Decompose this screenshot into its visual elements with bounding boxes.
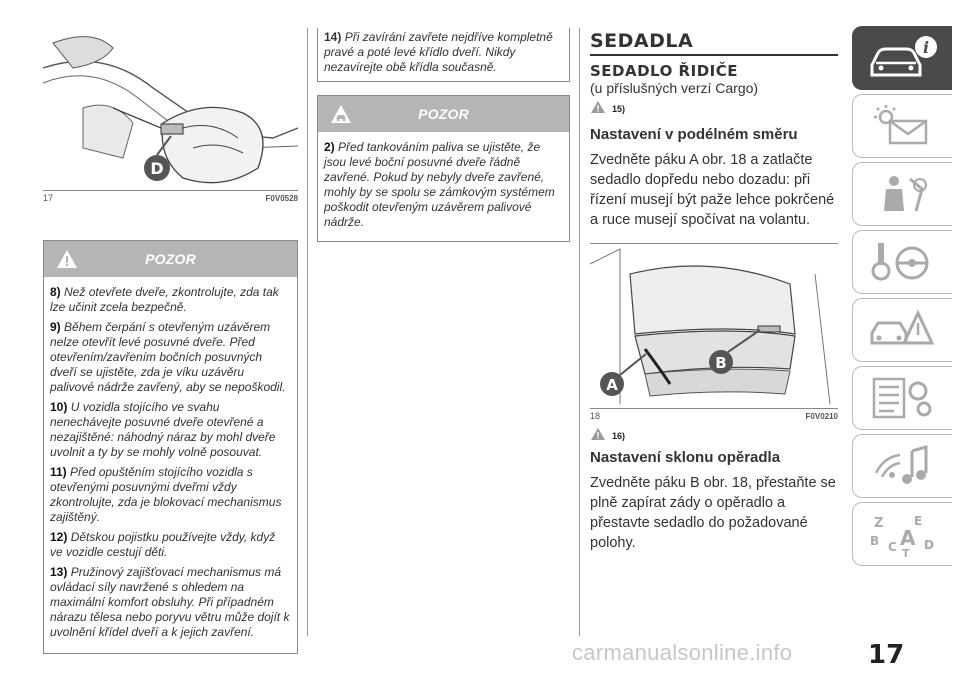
warning-header — [44, 241, 297, 277]
warning-ref-number: 15) — [612, 104, 626, 114]
figure-18-caption — [590, 409, 838, 421]
figure-17 — [43, 28, 298, 191]
warning-item-text: Pružinový zajišťovací mechanismus má ovládací síly navržené s ohledem na maximální komfort obsluhy. Při případném nárazu tělesa nebo poryvu větru může dojít k uvolnění křídel dveří a k jejich zavření. — [50, 565, 290, 639]
warning-ref — [590, 100, 838, 114]
svg-text:B: B — [869, 534, 879, 548]
car-info-icon — [866, 35, 940, 81]
warning-item — [50, 530, 291, 560]
tab-emergency[interactable] — [852, 298, 952, 362]
warning-item-number: 13) — [50, 565, 68, 579]
warning-triangle-icon — [590, 427, 606, 441]
car-warning-icon — [330, 104, 352, 124]
warning-item-text: Než otevřete dveře, zkontrolujte, zda tak lze učinit zcela bezpečně. — [50, 285, 279, 314]
note-item — [318, 28, 569, 81]
warning-body — [44, 277, 297, 653]
warning-item-text: Před opuštěním stojícího vozidla s otevřenými posuvnými dveřmi vždy zkontrolujte, zda je blokovací mechanismus zajištěný. — [50, 465, 282, 524]
variant-note: (u příslušných verzí Cargo) — [590, 80, 759, 96]
tab-multimedia[interactable] — [852, 434, 952, 498]
warning-item-number: 12) — [50, 530, 68, 544]
warning-item — [50, 320, 291, 395]
key-steering-wheel-icon — [866, 239, 940, 285]
seat-lever-illustration — [590, 244, 838, 409]
figure-number: 18 — [590, 411, 601, 421]
section1-title: Nastavení v podélném směru — [590, 126, 798, 143]
warning-lights-envelope-icon — [866, 103, 940, 149]
warning-item-text: U vozidla stojícího ve svahu nenechávejte posuvné dveře otevřené a nezajištěné: náhodný náraz by mohl dveře uvolnit a ty by se mohly volně posouvat. — [50, 400, 276, 459]
svg-text:Z: Z — [873, 516, 883, 531]
warning-title: POZOR — [418, 106, 469, 122]
warning-item — [50, 285, 291, 315]
warning-item-text: Dětskou pojistku používejte vždy, když ve vozidle cestují děti. — [50, 530, 276, 559]
svg-text:A: A — [899, 526, 915, 550]
subsection-heading: SEDADLO ŘIDIČE — [590, 62, 738, 80]
warning-item — [324, 140, 563, 230]
page-number: 17 — [868, 640, 905, 670]
warning-header — [318, 96, 569, 132]
chapter-tabs — [852, 26, 952, 570]
warning-title: POZOR — [145, 251, 196, 267]
door-latch-illustration — [43, 28, 298, 191]
column-right — [590, 28, 838, 553]
callout-b-label: B — [715, 354, 727, 372]
watermark: carmanualsonline.info — [572, 640, 793, 665]
figure-17-caption — [43, 191, 298, 203]
tab-maintenance[interactable] — [852, 366, 952, 430]
warning-item-number: 11) — [50, 465, 67, 479]
column-left — [43, 28, 298, 654]
warning-triangle-icon — [56, 249, 78, 269]
tab-safety[interactable] — [852, 162, 952, 226]
figure-code: F0V0528 — [265, 194, 298, 203]
callout-a-label: A — [606, 376, 618, 394]
warning-item — [50, 565, 291, 640]
tab-index[interactable] — [852, 502, 952, 566]
warning-item-number: 9) — [50, 320, 61, 334]
warning-ref — [590, 427, 838, 441]
music-wifi-icon — [866, 443, 940, 489]
svg-text:i: i — [922, 38, 929, 57]
column-divider — [579, 28, 580, 636]
warning-body — [318, 132, 569, 241]
callout-d-label: D — [150, 159, 164, 178]
warning-item-text: Během čerpání s otevřeným uzávěrem nelze otevřít levé posuvné dveře. Před otevřením/zavřením bočních posuvných dveří se ujistěte, zda je víku uzávěru palivové nádrže zavřený, aby se nepoškodil. — [50, 320, 286, 394]
section-heading: SEDADLA — [590, 30, 838, 56]
warning-item-number: 2) — [324, 140, 335, 154]
figure-code: F0V0210 — [805, 412, 838, 421]
section2-title: Nastavení sklonu opěradla — [590, 449, 781, 466]
warning-item-number: 8) — [50, 285, 61, 299]
figure-18 — [590, 243, 838, 409]
alphabet-index-icon — [866, 511, 940, 557]
tab-car-info[interactable] — [852, 26, 952, 90]
note-number: 14) — [324, 30, 342, 44]
svg-text:C: C — [887, 540, 897, 554]
column-middle — [317, 28, 570, 242]
tab-warning-lights[interactable] — [852, 94, 952, 158]
note-text: Při zavírání zavřete nejdříve kompletně pravé a poté levé křídlo dveří. Nikdy nezavírejte obě křídla současně. — [324, 30, 553, 74]
warning-triangle-icon — [590, 100, 606, 114]
warning-item — [50, 465, 291, 525]
warning-item-number: 10) — [50, 400, 68, 414]
svg-text:E: E — [913, 514, 922, 528]
column-divider — [307, 28, 308, 636]
warning-item-text: Před tankováním paliva se ujistěte, že jsou levé boční posuvné dveře řádně zavřené. Pokud by nebyly dveře zavřené, mohly by se spolu se zámkovým systémem poškodit otevřeným uzávěrem palivové nádrže. — [324, 140, 555, 229]
warning-item — [50, 400, 291, 460]
checklist-gears-icon — [866, 375, 940, 421]
svg-text:T: T — [901, 547, 910, 557]
section2-text: Zvedněte páku B obr. 18, přestaňte se plně zapírat zády o opěradlo a přestavte sedadlo do požadované polohy. — [590, 475, 836, 551]
section1-text: Zvedněte páku A obr. 18 a zatlačte sedadlo dopředu nebo dozadu: při řízení musejí být paže lehce pokrčené a ruce musejí spočívat na volantu. — [590, 152, 835, 228]
figure-number: 17 — [43, 193, 54, 203]
airbag-safety-icon — [866, 171, 940, 217]
car-breakdown-icon — [866, 307, 940, 353]
note-continued-box — [317, 28, 570, 82]
warning-ref-number: 16) — [612, 431, 626, 441]
svg-text:D: D — [923, 538, 934, 552]
tab-starting-driving[interactable] — [852, 230, 952, 294]
fuel-warning-box — [317, 95, 570, 242]
warning-box — [43, 240, 298, 654]
